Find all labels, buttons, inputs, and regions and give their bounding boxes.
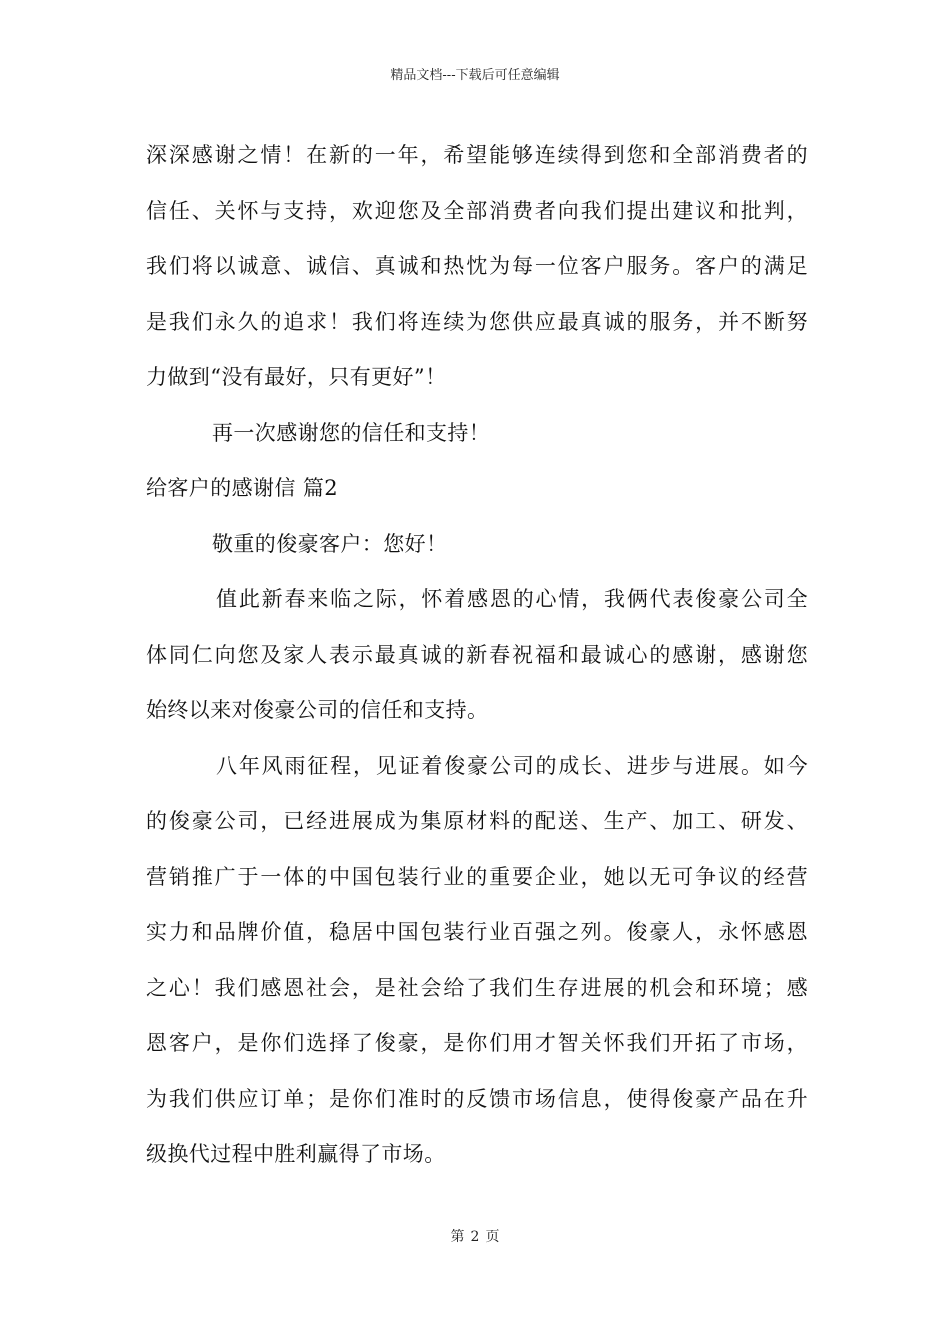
body-line: 信任、关怀与支持，欢迎您及全部消费者向我们提出建议和批判， — [146, 198, 808, 223]
body-line: 我们将以诚意、诚信、真诚和热忱为每一位客户服务。客户的满足 — [146, 254, 808, 278]
body-line: 值此新春来临之际，怀着感恩的心情，我俩代表俊豪公司全 — [216, 587, 808, 611]
body-line: 为我们供应订单；是你们准时的反馈市场信息，使得俊豪产品在升 — [146, 1086, 808, 1111]
section-heading: 给客户的感谢信 篇2 — [146, 476, 339, 500]
body-line: 的俊豪公司，已经进展成为集原材料的配送、生产、加工、研发、 — [146, 809, 808, 833]
salutation: 敬重的俊豪客户：您好！ — [212, 531, 448, 556]
body-line: 营销推广于一体的中国包装行业的重要企业，她以无可争议的经营 — [146, 864, 808, 889]
body-line: 之心！我们感恩社会，是社会给了我们生存进展的机会和环境；感 — [146, 975, 808, 1000]
body-line: 深深感谢之情！在新的一年，希望能够连续得到您和全部消费者的 — [146, 143, 808, 167]
closing-line: 再一次感谢您的信任和支持！ — [212, 420, 491, 445]
page-number: 2 — [470, 1229, 480, 1245]
document-body — [146, 128, 808, 1183]
body-line: 实力和品牌价值，稳居中国包装行业百强之列。俊豪人，永怀感恩 — [146, 920, 808, 944]
page-number-suffix: 页 — [485, 1229, 500, 1245]
body-line: 体同仁向您及家人表示最真诚的新春祝福和最诚心的感谢，感谢您 — [146, 642, 808, 667]
page-header: 精品文档---下载后可任意编辑 — [390, 68, 560, 83]
body-line: 级换代过程中胜利赢得了市场。 — [146, 1142, 446, 1166]
body-line: 八年风雨征程，见证着俊豪公司的成长、进步与进展。如今 — [216, 753, 808, 778]
body-line: 恩客户，是你们选择了俊豪，是你们用才智关怀我们开拓了市场， — [146, 1031, 808, 1055]
page-footer — [0, 1226, 950, 1246]
page-number-prefix: 第 — [450, 1229, 465, 1245]
body-line: 始终以来对俊豪公司的信任和支持。 — [146, 698, 489, 722]
body-line: 是我们永久的追求！我们将连续为您供应最真诚的服务，并不断努 — [146, 309, 808, 334]
body-line: 力做到“没有最好，只有更好”！ — [146, 365, 447, 389]
